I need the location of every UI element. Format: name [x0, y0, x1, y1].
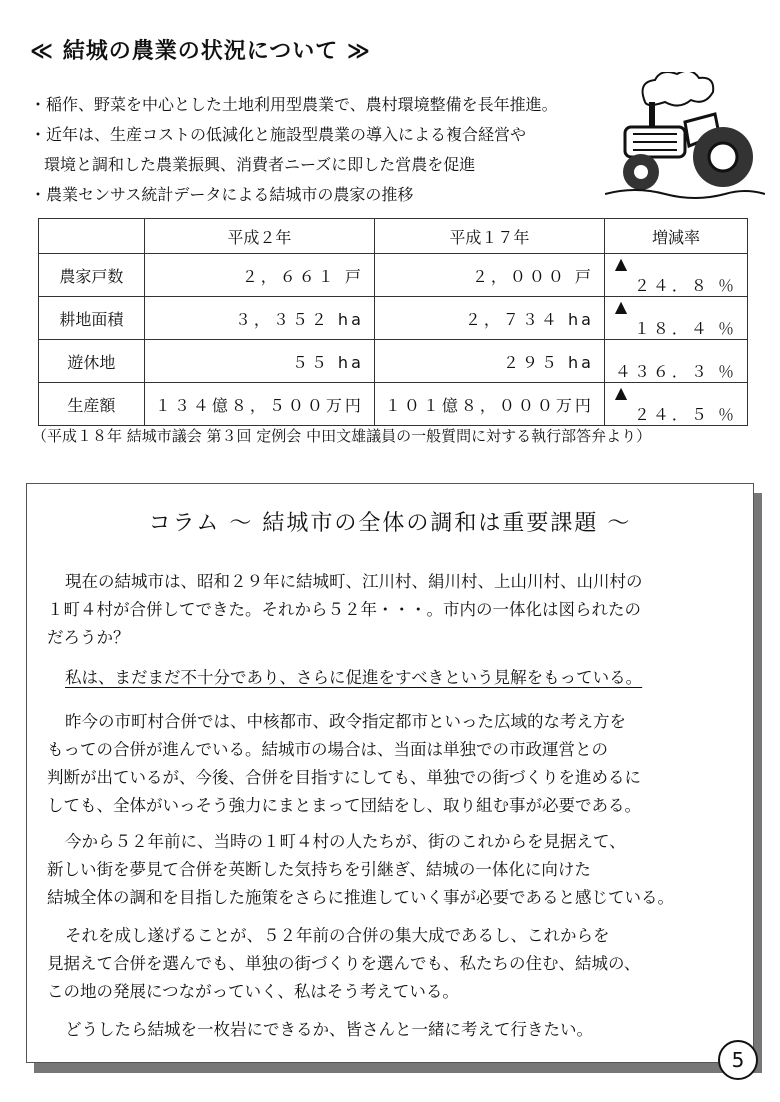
column-paragraph — [47, 922, 737, 1006]
rate-value: １８．４ ％ — [633, 319, 737, 338]
rate-value: ２４．８ ％ — [633, 276, 737, 295]
paragraph-line: １町４村が合併してできた。それから５２年・・・。市内の一体化は図られたの — [47, 600, 641, 619]
table-header-cell: 平成２年 — [144, 219, 374, 254]
h17-value: ２，０００ 戸 — [374, 254, 604, 297]
table-row — [39, 297, 748, 340]
paragraph-line: どうしたら結城を一枚岩にできるか、皆さんと一緒に考えて行きたい。 — [65, 1020, 593, 1039]
paragraph-line: もっての合併が進んでいる。結城市の場合は、当面は単独での市政運営との — [47, 740, 608, 759]
h2-value: ２，６６１ 戸 — [144, 254, 374, 297]
bullet-item-continued: 環境と調和した農業振興、消費者ニーズに即した営農を促進 — [44, 155, 476, 174]
column-paragraph — [47, 568, 737, 652]
paragraph-line: 私は、まだまだ不十分であり、さらに促進をすべきという見解をもっている。 — [65, 668, 643, 687]
bullet-item: ・稲作、野菜を中心とした土地利用型農業で、農村環境整備を長年推進。 — [30, 95, 558, 114]
page-number: 5 — [718, 1040, 758, 1080]
h2-value: １３４億８，５００万円 — [144, 383, 374, 426]
paragraph-line: 見据えて合併を選んでも、単独の街づくりを選んでも、私たちの住む、結城の、 — [47, 954, 641, 973]
paragraph-line: 新しい街を夢見て合併を英断した気持ちを引継ぎ、結城の一体化に向けた — [47, 860, 591, 879]
change-rate — [604, 297, 747, 340]
paragraph-line: 現在の結城市は、昭和２９年に結城町、江川村、絹川村、上山川村、山川村の — [65, 572, 643, 591]
h17-value: １０１億８，０００万円 — [374, 383, 604, 426]
column-title: コラム ～ 結城市の全体の調和は重要課題 ～ — [148, 511, 632, 536]
change-rate — [604, 383, 747, 426]
h2-value: ３，３５２ ha — [144, 297, 374, 340]
table-row — [39, 254, 748, 297]
table-header-cell: 増減率 — [604, 219, 747, 254]
paragraph-line: この地の発展につながっていく、私はそう考えている。 — [47, 982, 459, 1001]
rate-value: ４３６．３ ％ — [614, 362, 737, 381]
rate-value: ２４．５ ％ — [633, 405, 737, 424]
bullet-list — [30, 90, 630, 210]
column-paragraph — [47, 708, 737, 820]
paragraph-line: だろうか？ — [47, 628, 130, 647]
table-header-cell — [39, 219, 145, 254]
column-paragraph — [47, 828, 737, 912]
paragraph-line: 今から５２年前に、当時の１町４村の人たちが、街のこれからを見据えて、 — [65, 832, 626, 851]
paragraph-line: それを成し遂げることが、５２年前の合併の集大成であるし、これからを — [65, 926, 610, 945]
row-label: 生産額 — [39, 383, 145, 426]
bullet-item: ・近年は、生産コストの低減化と施設型農業の導入による複合経営や — [30, 125, 527, 144]
decrease-triangle-icon: ▲ — [614, 254, 631, 273]
decrease-triangle-icon: ▲ — [614, 383, 631, 402]
census-table — [38, 218, 748, 426]
table-row — [39, 383, 748, 426]
source-note: （平成１８年 結城市議会 第３回 定例会 中田文雄議員の一般質問に対する執行部答弁より） — [32, 427, 652, 445]
column-paragraph-emphasis — [47, 664, 737, 692]
row-label: 遊休地 — [39, 340, 145, 383]
h17-value: ２，７３４ ha — [374, 297, 604, 340]
row-label: 農家戸数 — [39, 254, 145, 297]
paragraph-line: 結城全体の調和を目指した施策をさらに推進していく事が必要であると感じている。 — [47, 888, 674, 907]
decrease-triangle-icon: ▲ — [614, 297, 631, 316]
table-header-row — [39, 219, 748, 254]
column-box — [26, 483, 754, 1063]
row-label: 耕地面積 — [39, 297, 145, 340]
tractor-illustration — [605, 72, 765, 202]
section-title: ≪ 結城の農業の状況について ≫ — [30, 39, 371, 64]
table-header-cell: 平成１７年 — [374, 219, 604, 254]
change-rate — [604, 254, 747, 297]
h17-value: ２９５ ha — [374, 340, 604, 383]
table-row — [39, 340, 748, 383]
column-paragraph — [47, 1016, 737, 1044]
paragraph-line: しても、全体がいっそう強力にまとまって団結をし、取り組む事が必要である。 — [47, 796, 641, 815]
h2-value: ５５ ha — [144, 340, 374, 383]
change-rate — [604, 340, 747, 383]
paragraph-line: 判断が出ているが、今後、合併を目指すにしても、単独での街づくりを進めるに — [47, 768, 641, 787]
bullet-item: ・農業センサス統計データによる結城市の農家の推移 — [30, 185, 414, 204]
paragraph-line: 昨今の市町村合併では、中核都市、政令指定都市といった広域的な考え方を — [65, 712, 626, 731]
